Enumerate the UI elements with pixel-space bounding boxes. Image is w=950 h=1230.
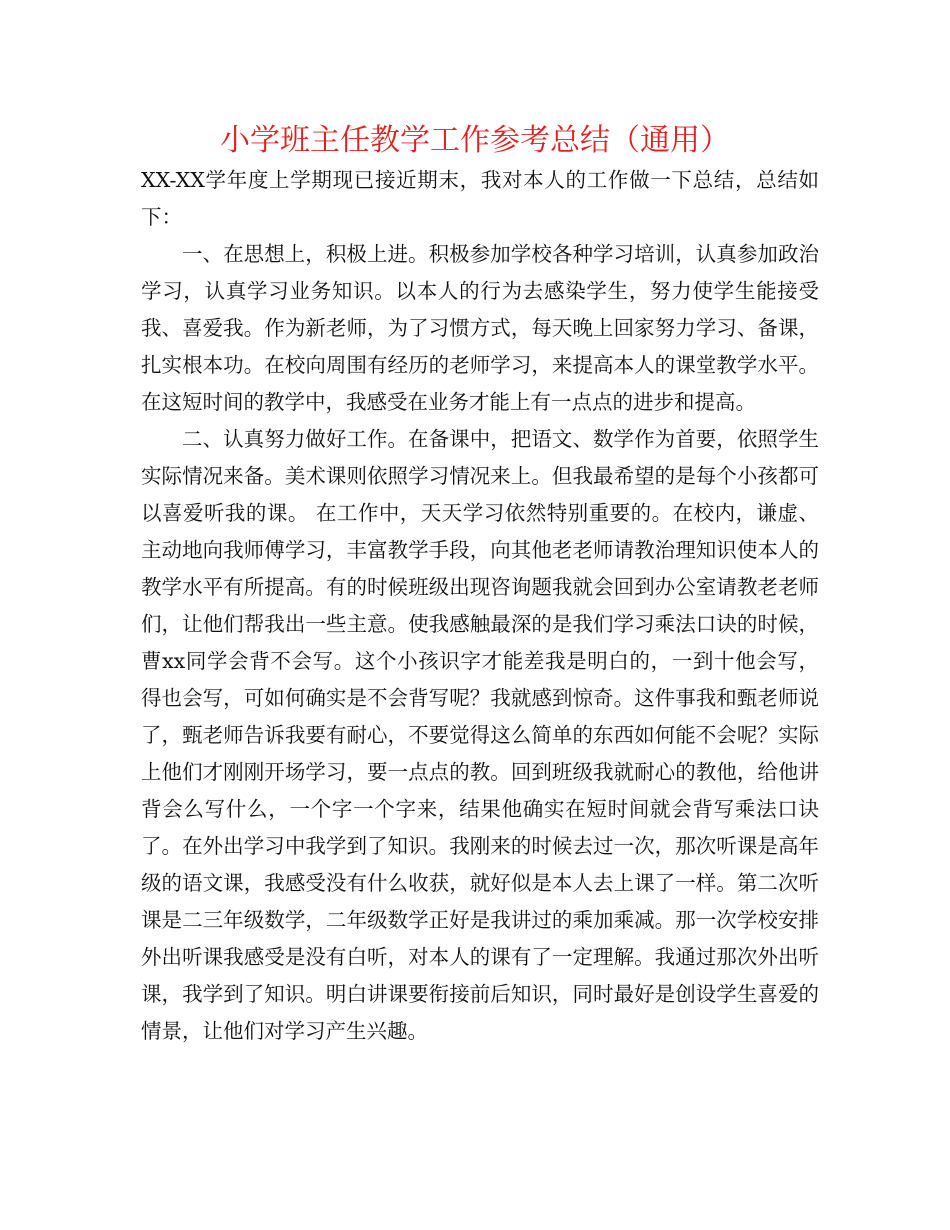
section-two-paragraph: 二、认真努力做好工作。在备课中，把语文、数学作为首要，依照学生实际情况来备。美术课则依照学习情况来上。但我最希望的是每个小孩都可以喜爱听我的课。 在工作中，天天学习依然特别重要的。在校内，谦虚、主动地向我师傅学习，丰富教学手段，向其他老老师请教治理知识使本人的教学水平有所提高。有的时候班级出现咨询题我就会回到办公室请教老老师们，让他们帮我出一些主意。使我感触最深的是我们学习乘法口诀的时候，曹xx同学会背不会写。这个小孩识字才能差我是明白的，一到十他会写，得也会写，可如何确实是不会背写呢？我就感到惊奇。这件事我和甄老师说了，甄老师告诉我要有耐心，不要觉得这么简单的东西如何能不会呢？实际上他们才刚刚开场学习，要一点点的教。回到班级我就耐心的教他，给他讲背会么写什么，一个字一个字来，结果他确实在短时间就会背写乘法口诀了。在外出学习中我学到了知识。我刚来的时候去过一次，那次听课是高年级的语文课，我感受没有什么收获，就好似是本人去上课了一样。第二次听课是二三年级数学，二年级数学正好是我讲过的乘加乘减。那一次学校安排外出听课我感受是没有白听，对本人的课有了一定理解。我通过那次外出听课，我学到了知识。明白讲课要衔接前后知识，同时最好是创设学生喜爱的情景，让他们对学习产生兴趣。 — [141, 427, 819, 1043]
intro-paragraph: XX-XX学年度上学期现已接近期末，我对本人的工作做一下总结，总结如下： — [141, 168, 819, 229]
document-title: 小学班主任教学工作参考总结（通用） — [220, 123, 730, 158]
document-body — [141, 162, 819, 1050]
section-one-paragraph: 一、在思想上，积极上进。积极参加学校各种学习培训，认真参加政治学习，认真学习业务知识。以本人的行为去感染学生，努力使学生能接受我、喜爱我。作为新老师，为了习惯方式，每天晚上回家努力学习、备课，扎实根本功。在校向周围有经历的老师学习，来提高本人的课堂教学水平。在这短时间的教学中，我感受在业务才能上有一点点的进步和提高。 — [141, 242, 819, 414]
